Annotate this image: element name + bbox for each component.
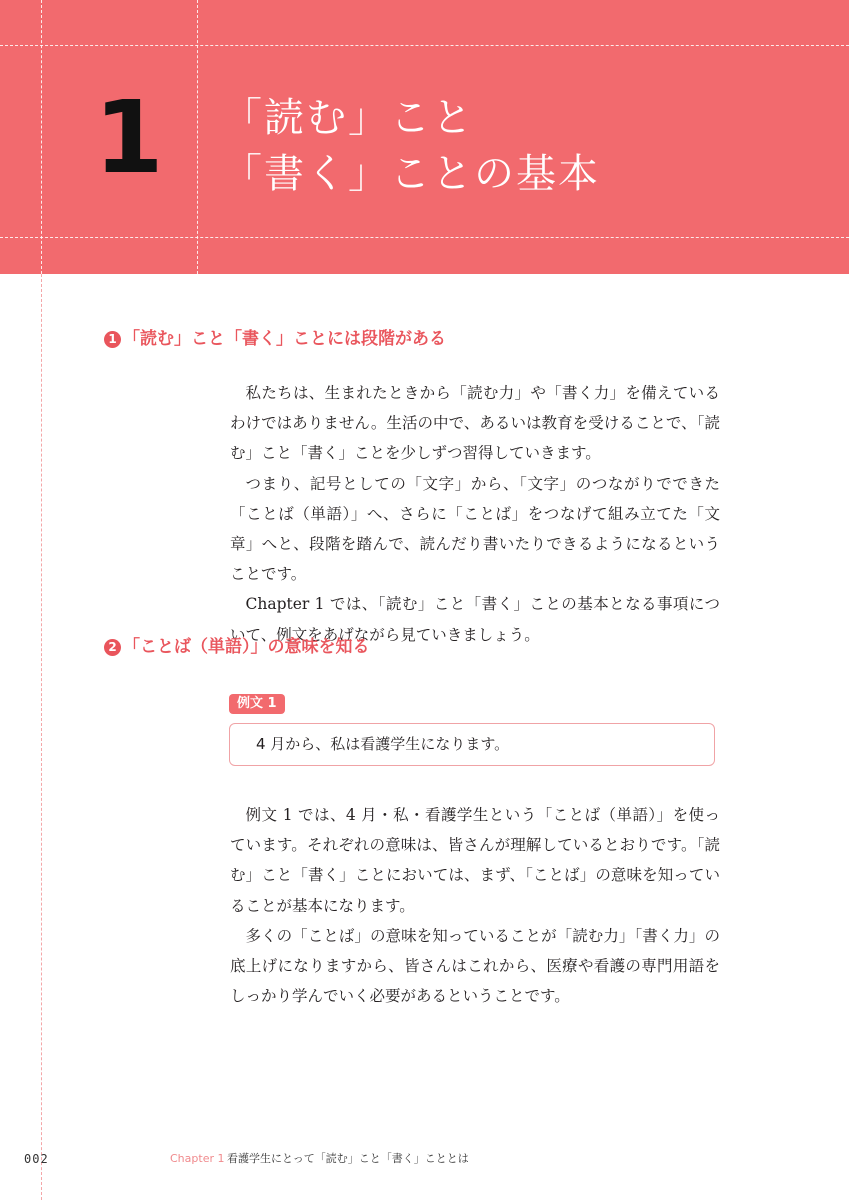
paragraph: Chapter 1 では、「読む」こと「書く」ことの基本となる事項について、例文をあげながら見ていきましょう。 <box>230 595 720 644</box>
page-guide-line-left <box>41 274 42 1200</box>
header-guide-line-left <box>41 0 42 274</box>
paragraph: 多くの「ことば」の意味を知っていることが「読む力」「書く力」の底上げになりますから、皆さんはこれから、医療や看護の専門用語をしっかり学んでいく必要があるということです。 <box>230 926 720 1006</box>
section-body-2 <box>230 800 720 1011</box>
footer-chapter-label: Chapter 1 <box>170 1152 225 1165</box>
paragraph: つまり、記号としての「文字」から、「文字」のつながりでできた「ことば（単語）」へ、さらに「ことば」をつなげて組み立てた「文章」へと、段階を踏んで、読んだり書いたりできるようになるということです。 <box>230 474 720 584</box>
example-sentence-box <box>229 723 715 766</box>
chapter-title <box>222 90 600 202</box>
example-sentence: 4 月から、私は看護学生になります。 <box>256 735 510 753</box>
section-heading-1 <box>104 328 446 350</box>
chapter-header-band <box>0 0 849 274</box>
page-number: 002 <box>24 1152 49 1166</box>
header-guide-line-divider <box>197 0 198 274</box>
section-heading-text-2: 「ことば（単語）」の意味を知る <box>123 637 370 657</box>
footer-running-title: 看護学生にとって「読む」こと「書く」こととは <box>227 1152 469 1165</box>
section-body-1 <box>230 378 720 650</box>
paragraph: 私たちは、生まれたときから「読む力」や「書く力」を備えているわけではありません。生活の中で、あるいは教育を受けることで、「読む」こと「書く」ことを少しずつ習得していきます。 <box>230 384 720 463</box>
section-number-badge-2: 2 <box>104 639 121 656</box>
chapter-number: 1 <box>94 79 164 196</box>
section-heading-text-1: 「読む」こと「書く」ことには段階がある <box>123 329 446 349</box>
header-guide-line-top <box>0 45 849 46</box>
paragraph: 例文 1 では、4 月・私・看護学生という「ことば（単語）」を使っています。それぞれの意味は、皆さんが理解しているとおりです。「読む」こと「書く」ことにおいては、まず、「ことば」の意味を知っていることが基本になります。 <box>230 806 720 915</box>
section-number-badge-1: 1 <box>104 331 121 348</box>
header-guide-line-bottom <box>0 237 849 238</box>
example-label: 例文 1 <box>229 694 285 714</box>
section-heading-2 <box>104 636 370 658</box>
chapter-title-line-2: 「書く」ことの基本 <box>222 151 600 197</box>
chapter-title-line-1: 「読む」こと <box>222 95 474 141</box>
